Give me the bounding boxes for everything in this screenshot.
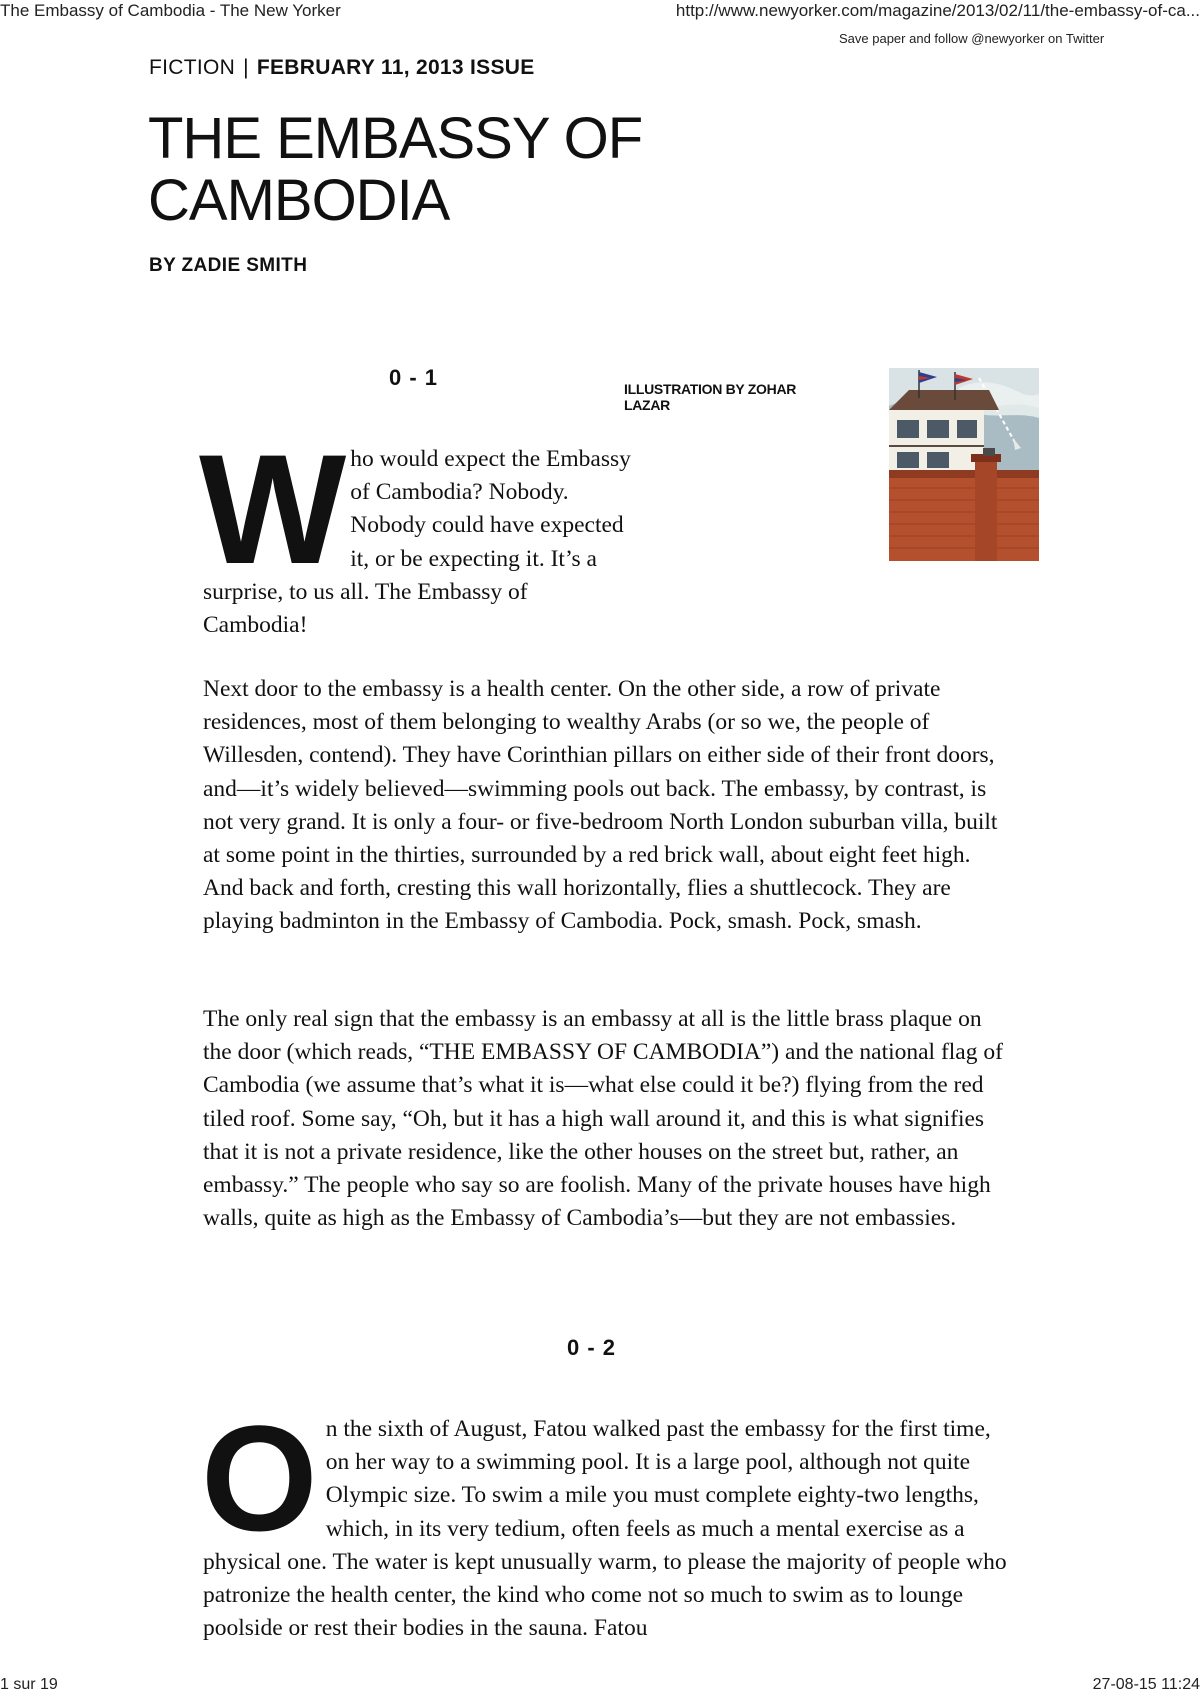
paragraph-2-text: Next door to the embassy is a health center. On the other side, a row of private residences, most of them belonging to wealthy Arabs (or so we, the people of Willesden, contend). They have Corinthian pillars on either side of their front doors, and—it’s widely believed—swimming pools out back. The embassy, by contrast, is not very grand. It is only a four- or five-bedroom North London suburban villa, built at some point in the thirties, surrounded by a red brick wall, about eight feet high. And back and forth, cresting this wall horizontally, flies a shuttlecock. They are playing badminton in the Embassy of Cambodia. Pock, smash. Pock, smash. (203, 676, 998, 935)
illustration-credit: ILLUSTRATION BY ZOHAR LAZAR (624, 381, 797, 413)
section-number-2: 0 - 2 (567, 1335, 617, 1360)
paragraph-1-text: ho would expect the Embassy of Cambodia? Nobody. Nobody could have expected it, or be expecting it. It’s a surprise, to us all. The Embassy of Cambodia! (203, 446, 631, 639)
print-date: 27-08-15 11:24 (1092, 1676, 1200, 1693)
issue-date[interactable]: FEBRUARY 11, 2013 ISSUE (256, 56, 535, 79)
page-number: 1 sur 19 (0, 1676, 58, 1693)
section-label[interactable]: FICTION (149, 56, 236, 79)
paragraph-3-text: The only real sign that the embassy is an embassy at all is the little brass plaque on the door (which reads, “THE EMBASSY OF CAMBODIA”) and the national flag of Cambodia (we assume that’s what it is—what else could it be?) flying from the red tiled roof. Some say, “Oh, but it has a high wall around it, and this is what signifies that it is not a private residence, like the other houses on the street but, rather, an embassy.” The people who say so are foolish. Many of the private houses have high walls, quite as high as the Embassy of Cambodia’s—but they are not embassies. (203, 1006, 1003, 1232)
embassy-illustration (889, 368, 1039, 561)
kicker (149, 56, 535, 80)
print-header-title: The Embassy of Cambodia - The New Yorker (0, 1, 341, 20)
section-number-1: 0 - 1 (389, 365, 439, 390)
print-header-url[interactable]: http://www.newyorker.com/magazine/2013/02/11/the-embassy-of-ca... (675, 1, 1200, 20)
paragraph-4-text: n the sixth of August, Fatou walked past the embassy for the first time, on her way to a swimming pool. It is a large pool, although not quite Olympic size. To swim a mile you must complete eighty-two lengths, which, in its very tedium, often feels as much a mental exercise as a physical one. The water is kept unusually warm, to please the majority of people who patronize the health center, the kind who come not so much to swim as to lounge poolside or rest their bodies in the sauna. Fatou (203, 1416, 1007, 1642)
paragraph-3 (203, 1003, 1008, 1235)
drop-cap-o: O (201, 1394, 318, 1562)
drop-cap-w: W (199, 423, 341, 597)
twitter-note[interactable]: Save paper and follow @newyorker on Twitter (839, 31, 1105, 46)
byline[interactable]: BY ZADIE SMITH (149, 255, 308, 276)
kicker-separator: | (243, 56, 249, 79)
paragraph-1 (199, 423, 633, 642)
paragraph-2 (203, 673, 1008, 939)
article-headline: THE EMBASSY OF CAMBODIA (148, 106, 643, 233)
paragraph-4 (201, 1394, 1008, 1645)
